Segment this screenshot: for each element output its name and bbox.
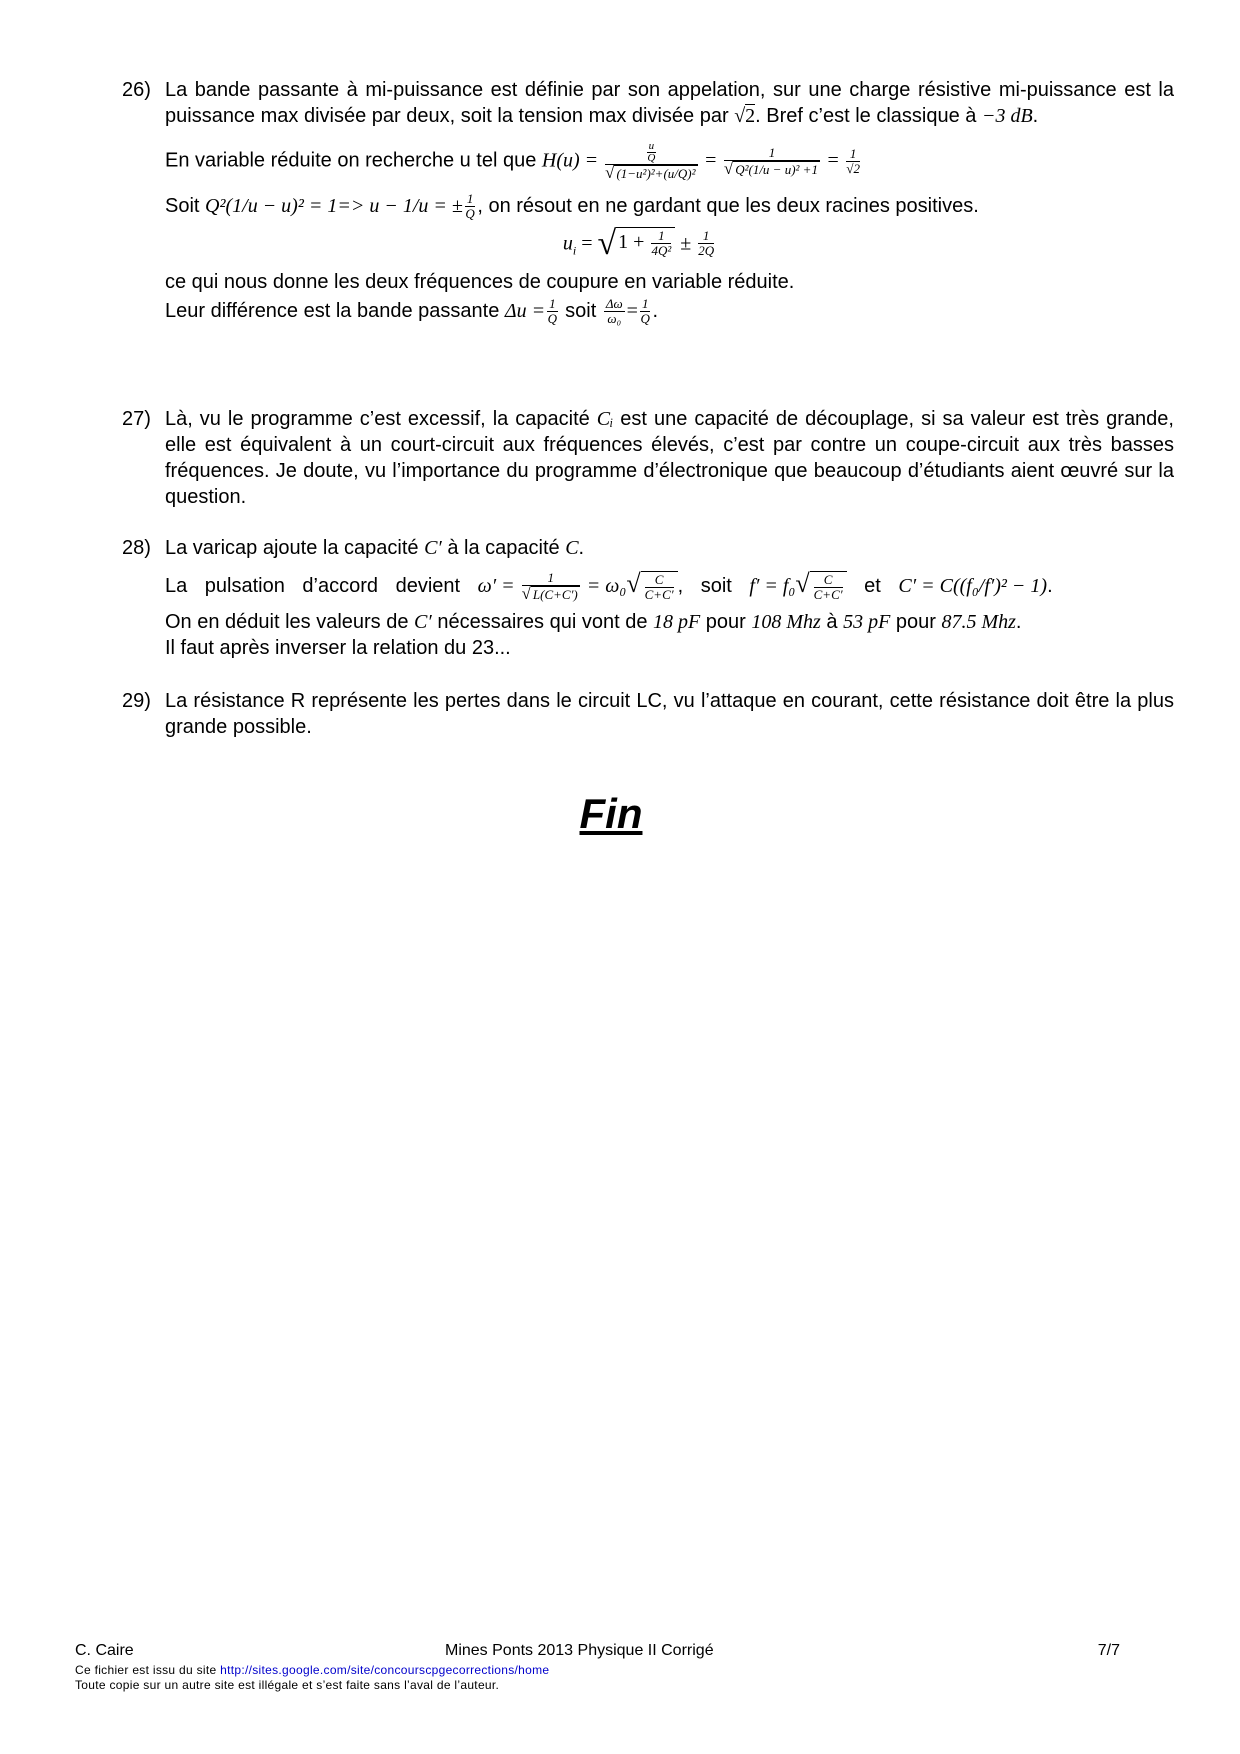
fraction (465, 192, 476, 221)
math: Q²(1/u − u)² = 1=> u − 1/u = ± (205, 194, 463, 217)
math: u (562, 232, 573, 255)
text: pour (700, 610, 752, 633)
math: C+C′ (644, 587, 674, 603)
footer-source (75, 1663, 549, 1677)
page-number: 7/7 (1097, 1642, 1120, 1659)
end-title: Fin (579, 790, 643, 837)
formula-ui (105, 224, 1174, 263)
math: √2 (846, 160, 860, 176)
text: . (652, 299, 659, 322)
text: La varicap ajoute la capacité (165, 537, 425, 559)
text: La bande passante à mi-puissance est définie par son appelation, sur une charge résistive mi-puissance est la puissance max divisée par deux, soit la tension max divisée par (165, 79, 1174, 127)
math: u (648, 140, 655, 152)
math: 1 (846, 147, 860, 162)
text: . (1032, 105, 1039, 127)
text: ce qui nous donne les deux fréquences de coupure en variable réduite. (165, 271, 795, 294)
question-number: 28) (122, 537, 151, 559)
math: C′ = C((f₀/f′)² − 1) (898, 575, 1048, 598)
question-26 (122, 77, 1174, 326)
math: C (645, 573, 674, 588)
footer (75, 1642, 1135, 1660)
math: C (565, 537, 579, 559)
math: 2 (745, 105, 756, 127)
math: ω₀ (607, 311, 622, 327)
text: Là, vu le programme c’est excessif, la capacité (165, 408, 597, 430)
math: −3 dB (981, 105, 1033, 127)
line: On en déduit les valeurs de C′ nécessaires qui vont de 18 pF pour 108 Mhz à 53 pF pour 87.5 Mhz. (165, 610, 1022, 633)
math: Δω (605, 296, 623, 312)
text: La pulsation d’accord devient (165, 575, 478, 598)
math: H(u) = (541, 149, 604, 172)
math: Δu = (504, 299, 546, 322)
text: à (820, 610, 844, 633)
math: 1 (724, 146, 820, 161)
math: 1 (651, 229, 671, 244)
math: C+C′ (813, 587, 843, 603)
math: Q (465, 205, 475, 221)
math: L(C+C′) (532, 587, 578, 602)
text: pour (890, 610, 942, 633)
math: = (827, 149, 839, 172)
math: C′ (424, 537, 442, 559)
text: . (578, 537, 585, 559)
text: à la capacité (441, 537, 566, 559)
sqrt-symbol: √ (734, 105, 746, 127)
question-number: 26) (122, 79, 151, 101)
text: et (846, 575, 899, 598)
math: ω′ = (477, 575, 520, 598)
text: soit (700, 575, 750, 598)
text: Il faut après inverser la relation du 23... (165, 636, 511, 659)
math: f′ = f₀ (749, 575, 796, 598)
math: 108 Mhz (751, 610, 821, 633)
math: 87.5 Mhz (941, 610, 1016, 633)
text: . Bref c’est le classique à (755, 105, 982, 127)
math: = (626, 299, 638, 322)
source-link[interactable]: http://sites.google.com/site/concourscpgecorrections/home (220, 1663, 550, 1677)
math: 1 (698, 229, 714, 244)
math: i (572, 243, 577, 258)
math: 4Q² (651, 242, 672, 258)
line: La pulsation d’accord devient ω′ = 1 √ L(C+C′) = ω₀ √ $\frac{C}{C+C'}$ , soit f′ = f₀ √ $\frac{C}{C+C'}$ et C′ = C((f₀/f′)² − 1). (165, 569, 1053, 603)
text: , on résout en ne gardant que les deux racines positives. (477, 194, 979, 217)
footer-title: Mines Ponts 2013 Physique II Corrigé (445, 1642, 714, 1659)
text: On en déduit les valeurs de (165, 610, 415, 633)
math: Cᵢ (596, 408, 614, 430)
footer-notice: Toute copie sur un autre site est illégale et s’est faite sans l’aval de l’auteur. (75, 1678, 500, 1692)
math: 18 pF (653, 610, 701, 633)
text: nécessaires qui vont de (431, 610, 654, 633)
math: 53 pF (843, 610, 891, 633)
math: (1−u²)²+(u/Q)² (616, 166, 696, 181)
math: Q (640, 311, 650, 327)
text: soit (559, 299, 602, 322)
math: 1 (466, 190, 474, 206)
text: La résistance R représente les pertes dans le circuit LC, vu l’attaque en courant, cette résistance doit être la plus grande possible. (165, 690, 1174, 738)
math: Q (647, 152, 656, 164)
math: 1 (549, 296, 556, 312)
fraction: $\frac{u}{Q}$ √ (1−u²)²+(u/Q)² (605, 140, 696, 182)
line (165, 141, 1174, 182)
question-number: 27) (122, 408, 151, 430)
line (165, 297, 1174, 326)
text: En variable réduite on recherche u tel que (165, 149, 542, 172)
question-27 (122, 406, 1174, 510)
question-28 (122, 535, 1174, 661)
math: 2Q (698, 243, 715, 259)
question-29 (122, 688, 1174, 740)
math: = (705, 149, 717, 172)
math: Q (547, 311, 558, 327)
math: 1 (641, 296, 649, 312)
math: = ω₀ (581, 575, 627, 598)
sqrt: √ 1 + $\frac{1}{\text{4Q²}}$ (598, 227, 676, 261)
text: Soit (165, 194, 206, 217)
line (165, 192, 1174, 221)
source-text: Ce fichier est issu du site (75, 1663, 221, 1677)
math: C (814, 573, 843, 588)
fraction: 1 √ Q²(1/u − u)² +1 (723, 144, 818, 178)
text: Leur différence est la bande passante (165, 299, 505, 322)
question-number: 29) (122, 690, 151, 712)
math: = (576, 232, 598, 255)
math: C′ (414, 610, 432, 633)
math: 1 + (618, 231, 650, 253)
math: ± (675, 232, 697, 255)
fraction (846, 147, 860, 176)
text: est une capacité de découplage, si sa valeur est très grande, elle est équivalent à un court-circuit aux fréquences élevés, c’est par contre un coupe-circuit aux très basses fréquences. Je doute, vu l’importance du programme d’électronique que beaucoup d’étudiants aient œuvré sur la question. (165, 408, 1174, 508)
footer-author: C. Caire (75, 1642, 134, 1659)
math: 1 (522, 571, 580, 586)
math: Q²(1/u − u)² +1 (735, 161, 818, 177)
